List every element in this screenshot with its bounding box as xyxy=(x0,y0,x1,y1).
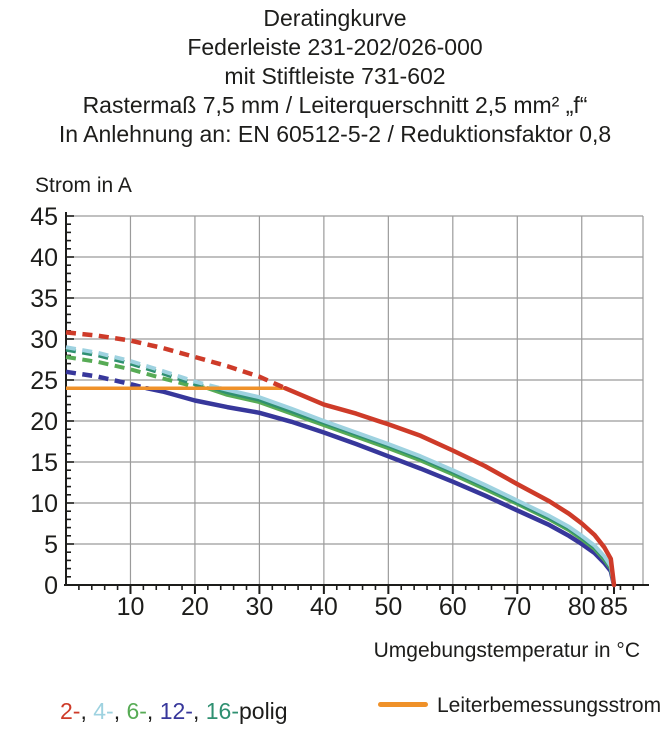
legend-poles xyxy=(60,698,288,725)
legend-suffix: polig xyxy=(238,698,288,724)
x-axis-title: Umgebungstemperatur in °C xyxy=(373,639,640,662)
legend-separator: , xyxy=(80,698,94,724)
y-axis-title: Strom in A xyxy=(35,174,132,197)
legend-reference xyxy=(378,694,661,718)
title-line-3: mit Stiftleiste 731-602 xyxy=(224,63,446,89)
svg-text:20: 20 xyxy=(181,593,209,621)
legend-separator: , xyxy=(192,698,206,724)
svg-text:5: 5 xyxy=(44,531,58,559)
axes xyxy=(64,212,649,586)
legend-pole-item: 2- xyxy=(60,698,81,724)
svg-text:70: 70 xyxy=(503,593,532,621)
legend-separator: , xyxy=(146,698,160,724)
title-line-5: In Anlehnung an: EN 60512-5-2 / Reduktionsfaktor 0,8 xyxy=(58,121,612,147)
svg-text:50: 50 xyxy=(374,593,403,621)
svg-text:35: 35 xyxy=(30,285,58,313)
svg-text:30: 30 xyxy=(245,593,274,621)
y-axis-tick-labels xyxy=(30,203,58,600)
title-line-1: Deratingkurve xyxy=(263,5,407,31)
series-16-polig xyxy=(66,350,614,585)
reference-line-swatch-icon xyxy=(378,702,428,707)
legend-pole-item: 4- xyxy=(93,698,114,724)
svg-text:20: 20 xyxy=(30,408,58,436)
svg-text:15: 15 xyxy=(30,449,58,477)
y-axis-ticks xyxy=(67,216,74,577)
legend-pole-item: 6- xyxy=(126,698,147,724)
series-12-polig xyxy=(66,372,614,585)
svg-text:40: 40 xyxy=(30,244,58,272)
svg-text:25: 25 xyxy=(30,367,58,395)
svg-text:40: 40 xyxy=(309,593,338,621)
series-6-polig xyxy=(66,357,614,585)
title-line-2: Federleiste 231-202/026-000 xyxy=(187,34,483,60)
gridlines xyxy=(66,216,643,585)
legend-separator: , xyxy=(113,698,127,724)
title-line-4: Rastermaß 7,5 mm / Leiterquerschnitt 2,5 mm² „f“ xyxy=(82,92,588,118)
reference-line-label: Leiterbemessungsstrom xyxy=(437,694,662,717)
chart-title xyxy=(0,4,670,149)
legend-pole-item: 12- xyxy=(159,698,193,724)
x-axis-tick-labels xyxy=(117,593,628,621)
svg-text:45: 45 xyxy=(30,203,58,231)
svg-text:85: 85 xyxy=(600,593,628,621)
svg-text:10: 10 xyxy=(116,593,145,621)
svg-text:60: 60 xyxy=(438,593,467,621)
svg-text:10: 10 xyxy=(30,490,58,518)
series-2-polig xyxy=(66,332,614,585)
svg-text:30: 30 xyxy=(30,326,58,354)
svg-text:0: 0 xyxy=(44,572,58,600)
series-4-polig xyxy=(66,347,614,585)
legend-pole-item: 16- xyxy=(205,698,239,724)
svg-text:80: 80 xyxy=(567,593,596,621)
x-axis-ticks xyxy=(79,586,633,594)
